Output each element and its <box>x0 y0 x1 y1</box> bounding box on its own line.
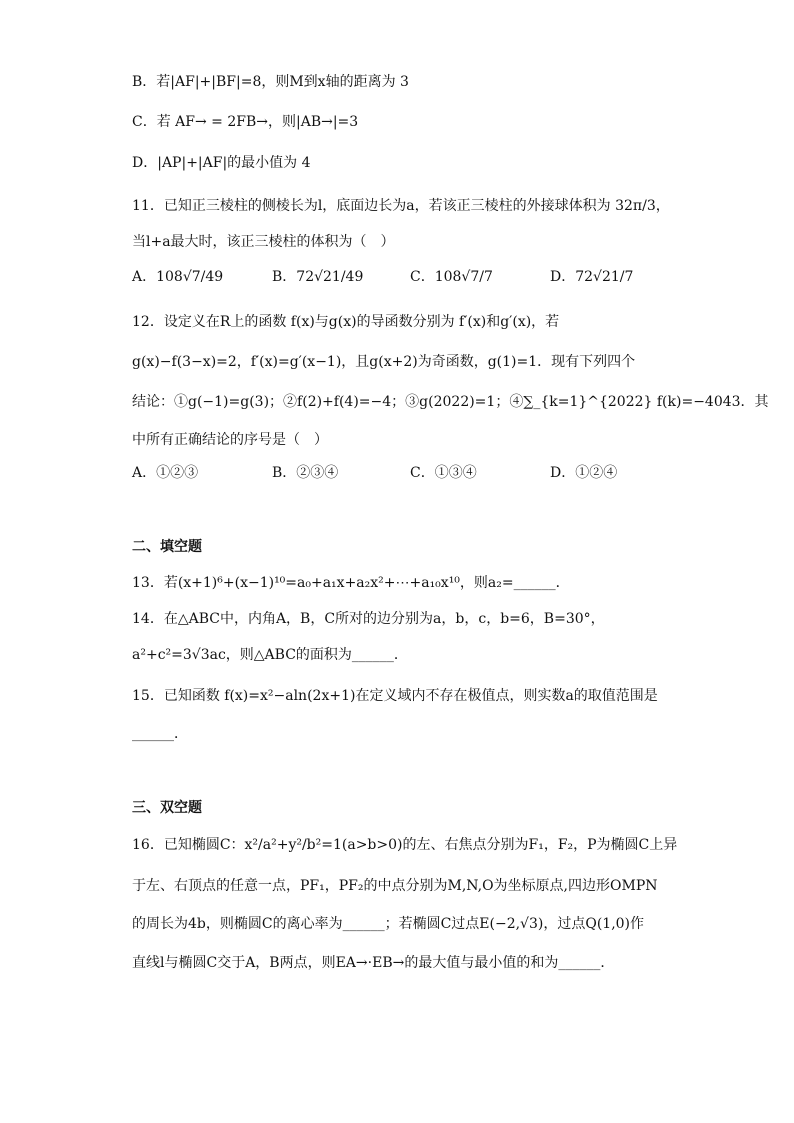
option-11c: C．108√7/7 <box>410 269 493 285</box>
option-11d: D．72√21/7 <box>550 269 634 285</box>
question-16-line-1: 16．已知椭圆C：x²/a²+y²/b²=1(a>b>0)的左、右焦点分别为F₁，F₂，P为椭圆C上异 <box>132 837 678 853</box>
question-11-line-1: 11．已知正三棱柱的侧棱长为l，底面边长为a，若该正三棱柱的外接球体积为 32π/3， <box>132 198 670 214</box>
question-15-line-2: ______． <box>132 726 188 742</box>
option-10c: C．若 AF→ = 2FB→，则|AB→|=3 <box>132 114 359 130</box>
question-12-line-4: 中所有正确结论的序号是（ ） <box>132 432 328 448</box>
option-11a: A．108√7/49 <box>132 269 224 285</box>
question-14-line-1: 14．在△ABC中，内角A，B，C所对的边分别为a，b，c，b=6，B=30°， <box>132 611 605 627</box>
section-heading-double-blank: 三、双空题 <box>132 800 202 816</box>
question-16-line-2: 于左、右顶点的任意一点，PF₁，PF₂的中点分别为M,N,O为坐标原点,四边形OMPN <box>132 878 658 894</box>
question-15-line-1: 15．已知函数 f(x)=x²−aln(2x+1)在定义域内不存在极值点，则实数a的取值范围是 <box>132 688 658 704</box>
question-12-line-1: 12．设定义在R上的函数 f(x)与g(x)的导函数分别为 f′(x)和g′(x)，若 <box>132 314 560 330</box>
section-heading-fill-in: 二、填空题 <box>132 539 202 555</box>
option-12b: B．②③④ <box>272 465 339 481</box>
option-12c: C．①③④ <box>410 465 477 481</box>
option-11b: B．72√21/49 <box>272 269 364 285</box>
option-12a: A．①②③ <box>132 465 199 481</box>
question-14-line-2: a²+c²=3√3ac，则△ABC的面积为______． <box>132 647 408 663</box>
question-16-line-3: 的周长为4b，则椭圆C的离心率为______；若椭圆C过点E(−2,√3)，过点Q(1,0)作 <box>132 916 645 932</box>
option-12d: D．①②④ <box>550 465 618 481</box>
question-11-line-2: 当l+a最大时，该正三棱柱的体积为（ ） <box>132 234 395 250</box>
question-11-options <box>132 266 692 296</box>
question-12-line-2: g(x)−f(3−x)=2，f′(x)=g′(x−1)，且g(x+2)为奇函数，g(1)=1．现有下列四个 <box>132 354 636 370</box>
question-12-line-3: 结论：①g(−1)=g(3)；②f(2)+f(4)=−4；③g(2022)=1；④∑_{k=1}^{2022} f(k)=−4043．其 <box>132 394 769 410</box>
option-10b: B．若|AF|+|BF|=8，则M到x轴的距离为 3 <box>132 74 409 90</box>
question-13: 13．若(x+1)⁶+(x−1)¹⁰=a₀+a₁x+a₂x²+⋯+a₁₀x¹⁰，则a₂=______． <box>132 575 570 591</box>
question-16-line-4: 直线l与椭圆C交于A，B两点，则EA→·EB→的最大值与最小值的和为______． <box>132 955 615 971</box>
option-10d: D．|AP|+|AF|的最小值为 4 <box>132 155 311 171</box>
question-12-options <box>132 462 692 484</box>
